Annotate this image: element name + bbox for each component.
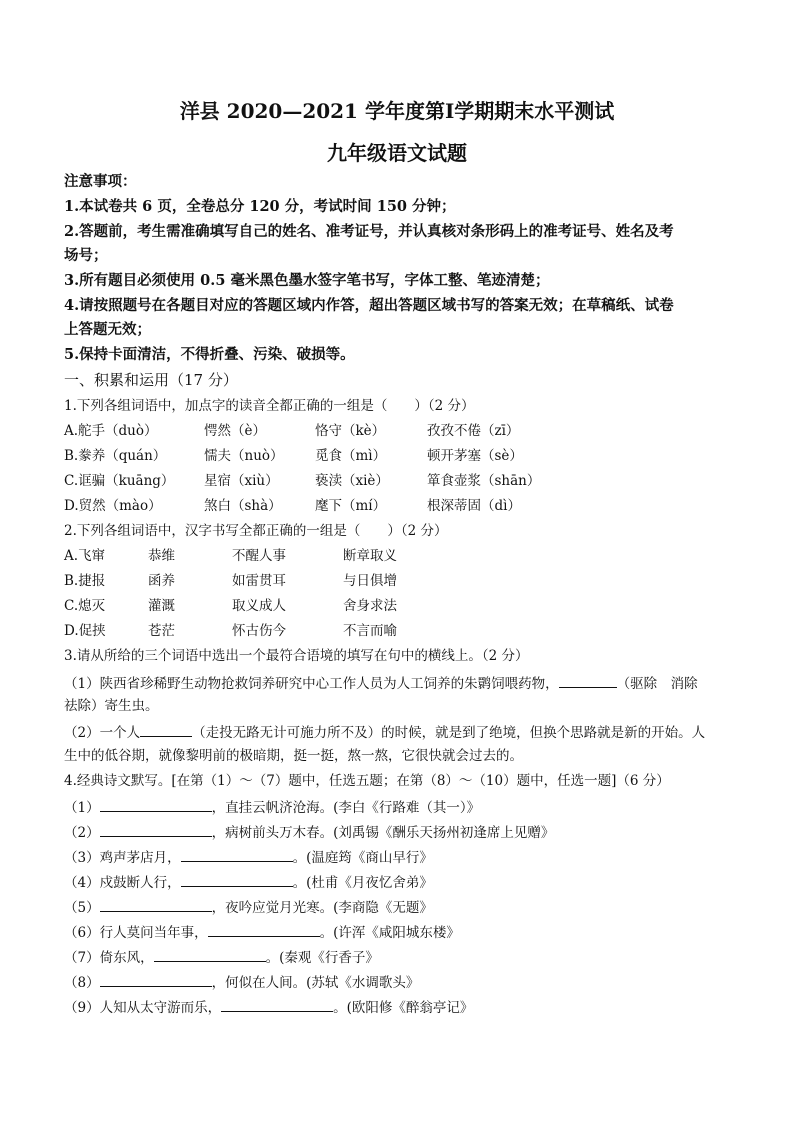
q4-item-1 — [64, 797, 480, 817]
option-word: 如雷贯耳 — [232, 573, 286, 589]
option-word: 舍身求法 — [343, 598, 397, 614]
option-word: 愕然（è） — [204, 423, 266, 439]
item-text: （9）人知从太守游而乐， — [64, 1000, 222, 1016]
option-word: 麾下（mí） — [315, 498, 387, 514]
q1-stem: 1.下列各组词语中，加点字的读音全都正确的一组是（ ）（2 分） — [64, 398, 475, 414]
q4-item-8 — [64, 972, 419, 992]
option-word: D.贸然（mào） — [64, 498, 162, 514]
q4-item-4 — [64, 872, 433, 892]
option-word: 苍茫 — [148, 623, 175, 639]
answer-blank[interactable] — [559, 673, 617, 688]
option-word: 恪守（kè） — [315, 423, 386, 439]
note-4-line-2: 上答题无效； — [64, 321, 151, 338]
option-word: C.熄灭 — [64, 598, 106, 614]
option-word: B.豢养（quán） — [64, 448, 167, 464]
q3-part-2-line-1 — [64, 722, 705, 742]
note-3: 3.所有题目必须使用 0.5 毫米黑色墨水签字笔书写，字体工整、笔迹清楚； — [64, 272, 550, 289]
section-1-heading: 一、积累和运用（17 分） — [64, 371, 238, 389]
item-number: （2） — [64, 825, 100, 841]
q4-stem: 4.经典诗文默写。[在第（1）～（7）题中，任选五题；在第（8）～（10）题中，任选一题]（6 分） — [64, 773, 670, 789]
item-source: 。(许浑《咸阳城东楼》 — [319, 925, 460, 941]
option-word: 觅食（mì） — [315, 448, 387, 464]
option-word: 懦夫（nuò） — [204, 448, 284, 464]
q3-part-2-pre: （2）一个人 — [64, 725, 141, 741]
option-word: 根深蒂固（dì） — [427, 498, 521, 514]
q3-part-2-post: （走投无路无计可施力所不及）的时候，就是到了绝境，但换个思路就是新的开始。人 — [192, 725, 706, 741]
option-word: 恭维 — [148, 548, 175, 564]
option-word: 箪食壶浆（shān） — [427, 473, 541, 489]
item-source: 。(杜甫《月夜忆舍弟》 — [292, 875, 433, 891]
q4-item-9 — [64, 997, 473, 1017]
answer-blank[interactable] — [154, 947, 266, 962]
q3-stem: 3.请从所给的三个词语中选出一个最符合语境的填写在句中的横线上。（2 分） — [64, 648, 529, 664]
item-source: 。(温庭筠《商山早行》 — [292, 850, 433, 866]
option-word: 亵渎（xiè） — [315, 473, 389, 489]
item-number: （5） — [64, 900, 100, 916]
option-word: 灌溉 — [148, 598, 175, 614]
exam-title: 洋县 2020—2021 学年度第Ⅰ学期期末水平测试 — [179, 99, 615, 123]
option-word: 断章取义 — [343, 548, 397, 564]
notes-heading: 注意事项： — [64, 173, 137, 190]
item-number: （1） — [64, 800, 100, 816]
option-word: 不醒人事 — [232, 548, 286, 564]
answer-blank[interactable] — [221, 997, 333, 1012]
q4-item-2 — [64, 822, 554, 842]
q2-stem: 2.下列各组词语中，汉字书写全都正确的一组是（ ）（2 分） — [64, 523, 448, 539]
q3-part-1-line-1 — [64, 673, 698, 693]
answer-blank[interactable] — [100, 897, 212, 912]
answer-blank[interactable] — [100, 972, 212, 987]
q3-part-1-text: （1）陕西省珍稀野生动物抢救饲养研究中心工作人员为人工饲养的朱鹮饲喂药物， — [64, 676, 559, 692]
note-5: 5.保持卡面清洁，不得折叠、污染、破损等。 — [64, 346, 355, 363]
item-source: 。(秦观《行香子》 — [265, 950, 379, 966]
option-word: 孜孜不倦（zī） — [427, 423, 520, 439]
exam-subtitle: 九年级语文试题 — [327, 141, 467, 165]
q3-part-2-line-2: 生中的低谷期，就像黎明前的极暗期，挺一挺，熬一熬，它很快就会过去的。 — [64, 748, 523, 764]
option-word: 顿开茅塞（sè） — [427, 448, 523, 464]
answer-blank[interactable] — [181, 847, 293, 862]
q3-part-1-choices: （驱除 消除 — [616, 676, 698, 692]
item-number: （8） — [64, 975, 100, 991]
item-text: ，直挂云帆济沧海。(李白《行路难（其一）》 — [211, 800, 481, 816]
q3-part-1-line-2: 祛除）寄生虫。 — [64, 698, 159, 714]
note-2-line-2: 场号； — [64, 247, 108, 264]
option-word: 怀古伤今 — [232, 623, 286, 639]
item-text: （6）行人莫问当年事， — [64, 925, 208, 941]
option-word: 与日俱增 — [343, 573, 397, 589]
option-word: B.捷报 — [64, 573, 106, 589]
answer-blank[interactable] — [181, 872, 293, 887]
answer-blank[interactable] — [208, 922, 320, 937]
option-word: 星宿（xiù） — [204, 473, 279, 489]
option-word: A.飞窜 — [64, 548, 106, 564]
option-word: 取义成人 — [232, 598, 286, 614]
item-text: ，病树前头万木春。(刘禹锡《酬乐天扬州初逢席上见赠》 — [211, 825, 555, 841]
option-word: 煞白（shà） — [204, 498, 282, 514]
item-text: （3）鸡声茅店月， — [64, 850, 181, 866]
item-text: ，何似在人间。(苏轼《水调歌头》 — [211, 975, 420, 991]
q4-item-6 — [64, 922, 460, 942]
answer-blank[interactable] — [100, 822, 212, 837]
item-text: （4）戍鼓断人行， — [64, 875, 181, 891]
option-word: C.诓骗（kuāng） — [64, 473, 175, 489]
q4-item-5 — [64, 897, 433, 917]
item-text: ，夜吟应觉月光寒。(李商隐《无题》 — [211, 900, 433, 916]
option-word: 函养 — [148, 573, 175, 589]
option-word: D.促挟 — [64, 623, 106, 639]
item-source: 。(欧阳修《醉翁亭记》 — [333, 1000, 474, 1016]
item-text: （7）倚东风， — [64, 950, 154, 966]
answer-blank[interactable] — [100, 797, 212, 812]
note-2-line-1: 2.答题前，考生需准确填写自己的姓名、准考证号，并认真核对条形码上的准考证号、姓名及考 — [64, 223, 674, 240]
note-1: 1.本试卷共 6 页，全卷总分 120 分，考试时间 150 分钟； — [64, 198, 456, 215]
option-word: A.舵手（duò） — [64, 423, 158, 439]
q4-item-3 — [64, 847, 433, 867]
note-4-line-1: 4.请按照题号在各题目对应的答题区域内作答，超出答题区域书写的答案无效；在草稿纸、试卷 — [64, 297, 674, 314]
answer-blank[interactable] — [140, 722, 192, 737]
option-word: 不言而喻 — [343, 623, 397, 639]
q4-item-7 — [64, 947, 379, 967]
